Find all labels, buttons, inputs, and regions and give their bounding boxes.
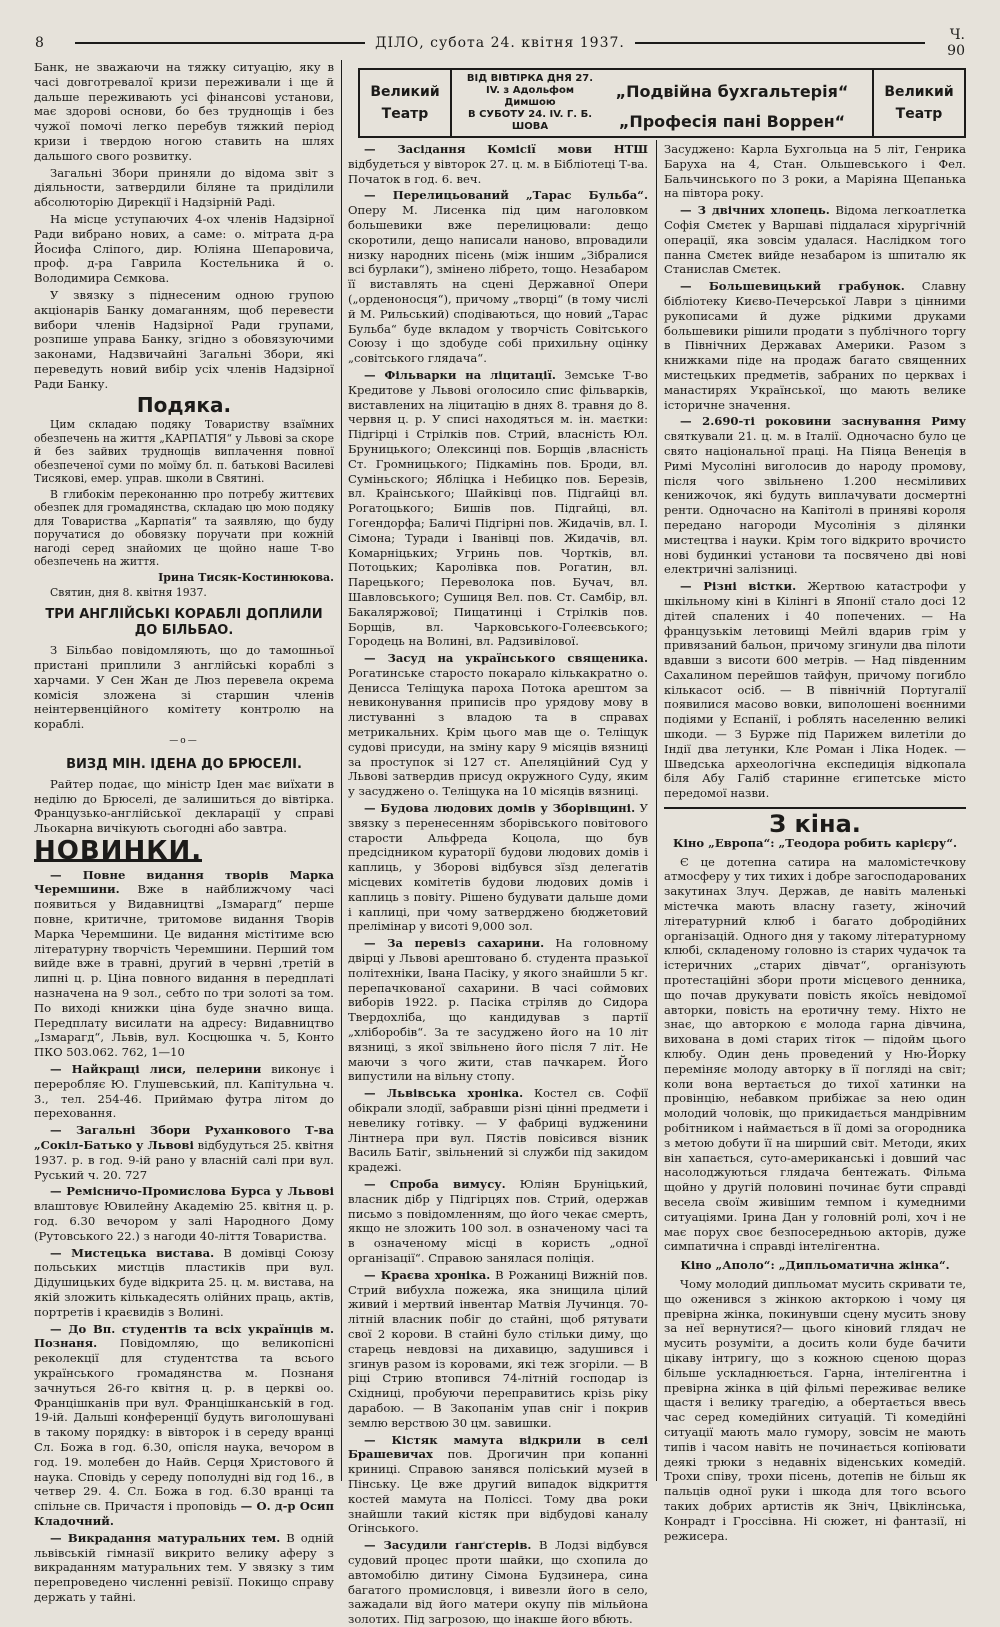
news-text: Славну бібліотеку Києво-Печерської Лаври з цінними рукописами й дуже рідкими друками большевики рішили продати з публічного торгу в Північних Державах Америки. Разом з книжками піде на продаж багато священних мистецьких предметів, забраних по церквах і манастирях Української, що мають велике історичне значення. [664,279,967,412]
news-item [34,1184,334,1243]
news-lead: — Загальні Збори Руханкового Т-ва „Сокіл-Батько у Львові [34,1123,334,1153]
news-item [34,1531,334,1605]
ships-headline: ТРИ АНГЛІЙСЬКІ КОРАБЛІ ДОПЛИЛИ ДО БІЛЬБАО. [45,607,323,639]
program-row [460,73,864,109]
thanks-place-date: Святин, дня 8. квітня 1937. [50,585,207,599]
news-item [348,1177,648,1266]
separator: —о— [169,735,199,746]
news-lead: — Повне видання творів Марка Черемшини. [34,867,334,897]
play-title: „Професія пані Воррен“ [618,111,846,131]
news-text: Вже в найближчому часі появиться у Видавництві „Ізмарагд“ перше повне, критичне, тритомове видання Творів Марка Черемшини. Це видання містітиме всю літературну творчість Черемшини. Перший том вийде вже в травні, другий в червні ,третій в липні ц. р. Ціна повного видання в передплаті назначена на 9 зол., себто по три золоті за том. По виході книжки ціна буде значно вища. Передплату висилати на адресу: Видавництво „Ізмарагд“, Львів, вул. Косцюшка ч. 5, Конто ПКО 503.062. [34,882,335,1060]
news-item [348,801,648,934]
news-lead: — Викрадання матуральних тем. [50,1530,281,1545]
news-lead: — Засудили ґанґстерів. [364,1538,532,1553]
news-lead: — Засідання Комісії мови НТШ [364,142,648,156]
news-text: святкували 21. ц. м. в Італії. Одночасно було це свято національної праці. На Піяца Венеція в Римі Мусоліні виголосив до народу промову, після чого звільнено 1.200 несміливих кенижочок, які будуть виплачувати досмертні ренти. Одночасно на Капітолі в приняві короля передано нагороди Мусолінія з ділянки мистецтва і науки. Крім того відкрито врочисто нові будинкиі установи та посвячено дві нові електричні залізниці. [664,429,966,577]
news-item [348,188,648,366]
news-item [34,1322,334,1529]
news-text: Оперу М. Лисенка під цим наголовком большевики вже перелицювали: дещо скоротили, дещо написали наново, впровадили низку народних пісень (між іншим „Зібралися всі бурлаки“), змінено лібрето, тощо. Незабаром її виставлять на сцені Державної Опери („орденоносця“), причому „творці“ (в тому числі й М. Рильський) сподіваються, що новий „Тарас Бульба“ буде вкладом у творчість Совітського Союзу і що здобуде собі прихильну оцінку „совітського глядача“. [348,203,648,366]
news-item [348,1268,648,1431]
column-divider [656,140,657,1481]
theatre-name: Театр [381,106,429,122]
news-text: відбудеться у вівторок 27. ц. м. в Бібліотеці Т-ва. Початок в год. 6. веч. [348,156,648,186]
news-item [664,414,966,577]
news-item [34,1062,334,1121]
news-lead: — Мистецька вистава. [50,1245,215,1260]
news-lead: — Перелицьований „Тарас Бульба“. [364,188,648,203]
theatre-ad-right [872,70,964,136]
film-review-text: Є це дотепна сатира на маломістечкову атмосферу у тих тихих і добре загосподарованих закутинах Злуч. Держав, де навіть маленькі містечка мають власну газету, жіночий літературний клюб і багато добродійних організацій. Одного дня у такому літературному клюбі, складеному головно із старих чудачок та істеричних „старих дівчат“, організують протестаційні збори проти місцевого денника, що почав друкувати повість якоїсь невідомої авторки, повість на еротичну тему. Ніхто не знає, що авторкою є молода гарна дівчина, вихована в домі старих тіток — підойм цього клюбу. Один день проведений у Ню-Йорку переміняє молоду авторку в її погляді на світ; коли вона вертається до тихої хатинки на провінцію, небавком прибіжає за нею один молодий чоловік, що прикидається мандрівним робітником і наймається в її домі за огородника з метою добути її на ширший світ. Методи, яких він хапається, суто-американські і довший час насолоджуються глядача бентежать. Фільма щойно у другій половині починає бути справді весела своїм живішим темпом і кумедними ситуаціями. Ірина Дан у головній ролі, хоч і не має порух своє безпосередньою акторів, дуже симпатична і справді інтелігентна. [664,854,966,1254]
play-title: „Подвійна бухгальтерія“ [615,81,849,101]
ad-code: 762, 1—10 [121,1045,185,1060]
news-text: Рогатинське старосто покарало кількакратно о. Денисса Теліщука пароха Потока арештом за невиконування приписів про урядову мову в листуванні з владою та в справах метрикальних. Крім цього мав ще о. Теліщук судові присуди, на зміну кару 9 місяців вязниці за проступок зі 127 ст. Апеляційний Суд у Львові затвердив присуд окружного Суду, яким у засуджено о. Теліщука на 10 місяців вязниці. [348,665,648,799]
news-item [664,579,966,801]
news-item [348,1433,648,1537]
news-item [664,279,966,412]
column-1 [34,60,335,1604]
news-item [34,1123,334,1182]
news-text: пов. Дрогичин при копанні криниці. Справою занявся поліський музей в Пінську. Це вже другий випадок відкриття костей мамута на Поліссі. Тому два роки знайшли такий кістяк при відбудові каналу Огінського. [348,1447,648,1536]
film-review-title: Кіно „Европа“: „Теодора робить карієру“. [672,835,958,850]
header-rule-right [635,42,925,44]
theatre-name: Великий [370,84,440,100]
program-date: В СУБОТУ 24. IV. Г. Б. ШОВА [467,109,592,132]
article-paragraph: З Більбао повідомляють, що до тамошньої пристані приплили 3 англійські кораблі з харчами. У Сен Жан де Люз перевела окрема комісія зложена зі старшин членів неінтервенційного комітету контролю на кораблі. [34,643,334,732]
news-text: Повідомляю, що великопісні реколекції для студентства та всього українського громадянства м. Познаня зачнуться 26-го квітня ц. р. в церкві оо. Францішканів при вул. Францішканській в год. 19-ій. Дальші конференції будуть виголошувані в такому порядку: в вівторок і в середу вранці Сл. Божа в год. 6.30, опісля наука, вечором в год. 19. молебен до Найв. Серця Христового й наука. Сповідь у середу пополудні від год 16., в четвер 29. 4. Сл. Божа в год. 6.30 вранці та спільне св. Причастя і проповідь [34,1336,335,1514]
issue-number: Ч. 90 [947,27,965,59]
news-lead: — Львівська хроніка. [364,1086,524,1101]
header-rule-left [75,42,365,44]
film-review-text: Чому молодий дипльомат мусить скривати те, що оженився з жінкою акторкою і чому ця превірна жінка, покинувши сцену мусить знову за неї вернутися?— цього кіновий глядач не мусить розуміти, а досить коли буде бачити цікаву інтригу, що з кожною сценою щораз більше ускладнюється. Гарна, інтелігентна і превірна жінка в цій фільмі переживає велике щастя і велику трагедію, а обертається ввесь час серед комедійних ситуацій. Ті комедійні ситуації мають мало гумору, зовсім не мають типів і часом навіть не починається копіювати деякі трюки з недавніх віденських комедій. Трохи співу, трохи пісень, дотепів не більш як пальців одної руки і шкода для того всього таких добрих артистів як Зніч, Цвіклінська, Конрадт і Гроссівна. Ні сюжет, ні фантазії, ні режисера. [664,1276,966,1543]
theatre-name: Великий [884,84,954,100]
article-paragraph: Загальні Збори приняли до відома звіт з діяльности, затвердили біляне та приділили абсолюторію Дирекції і Надзірній Раді. [34,165,334,210]
news-signature: — О. д-р Осип Кладочний. [34,1499,334,1528]
film-review-title: Кіно „Аполо“: „Дипльоматична жінка“. [680,1258,950,1273]
article-paragraph: На місце уступаючих 4-ох членів Надзірної Ради вибрано нових, а саме: о. мітрата д-ра Йосифа Сліпого, дир. Юліяна Шепаровича, проф. д-ра Гаврила Костельника й о. Володимира Сємкова. [34,211,334,286]
thanks-paragraph: Цим складаю подяку Товариству взаїмних обезпечень на життя „КАРПАТІЯ“ у Львові за скоре й без зайвих труднощів виплачення повної обезпеченої суми по моїму бл. п. батькові Василеві Тисякові, емер. управ. школи в Святині. [34,418,334,486]
news-item [34,868,334,1060]
program-row [460,109,864,133]
news-text: відбудуться 25. квітня 1937. р. в год. 9-ій рано у власній салі при вул. Руський ч. 20. [34,1138,334,1182]
ad-code: 727 [124,1167,148,1182]
news-lead: — З двічних хлопець. [680,203,830,218]
news-text: Засуджено: Карла Бухгольца на 5 літ, Генрика Баруха на 4, Стан. Ольшевського і Фел. Бальчинського по 3 роки, а Маріяна Щепанька на півтора року. [664,142,966,201]
news-lead: — Різні вістки. [680,579,797,594]
thanks-title: Подяка. [136,392,232,417]
cinema-section-title: З кіна. [769,810,861,839]
news-lead: — Засуд на українського священика. [364,651,648,666]
news-text: Відома легкоатлетка Софія Смєтек у Варшаві піддалася хірургічній операції, яка зовсім удалася. Наслідком того панна Смєтек вийде незабаром із шпиталю як Станислав Смєтек. [664,203,966,277]
eden-headline: ВИЗД МІН. ІДЕНА ДО БРЮСЕЛІ. [66,756,302,772]
news-section-title: НОВИНКИ. [34,835,203,866]
news-text: На головному двірці у Львові арештовано б. студента празької політехніки, Івана Пасіку, у якого знайшли 5 кг. перепачкованої сахарини. В часі соймових виборів 1922. р. Пасіка стріляв до Сидора Твердохліба, що кандидував з партії „хліборобів“. За те засуджено його на 10 літ вязниці, з якої звільнено його після 7 літ. Не маючи з чого жити, став пачкарем. Його випустили на вільну стопу. [348,936,649,1084]
article-paragraph: Банк, не зважаючи на тяжку ситуацію, яку в часі довготревалої кризи переживали і ще й дальше переживають усі фінансові установи, має здорові основи, бо без труднощів і без чужої помочі легко перебув тяжкий період кризи і твердою ногою ставить на шлях дальшого свого розвитку. [34,60,334,163]
thanks-signature: Ірина Тисяк-Костинюкова. [158,570,334,584]
column-divider [341,60,342,1481]
page-number: 8 [35,35,44,51]
news-text: В домівці Союзу польських мистців пластиків при вул. Дідушицьких буде відкрита 25. ц. м. вистава, на якій зложить кількадесять олійних праць, актів, портретів і краєвидів з Волині. [34,1245,334,1319]
masthead-title: ДІЛО, субота 24. квітня 1937. [375,35,625,51]
news-item [348,142,648,186]
news-item [348,651,648,799]
program-date: ВІД ВІВТІРКА ДНЯ 27. IV. з Адольфом Димшою [466,73,594,108]
news-text: Костел св. Софії обікрали злодії, забравши різні цінні предмети і невелику готівку. — У фабриці вудженини Лінтнера при вул. Пястів повісився візник Василь Батіг, звільнений зі служби під закидом крадежі. [348,1086,648,1175]
theatre-name: Театр [895,106,943,122]
news-text: У звязку з перенесенням зборівського повітового старости Альфреда Коцола, що був предсідником кураторії будови людових домів і каплиць, у Зборові відбувся зїзд делегатів місцевих комітетів будови людових домів і каплиць з повіту. Рішено будувати дальше доми і каплиці, при чому затверджено бюджетовий прелімінар у висоті 9,000 зол. [348,801,648,934]
news-lead: — Краєва хроніка. [364,1267,491,1282]
news-lead: — Найкращі лиси, пелерини [50,1062,262,1077]
news-lead: — Фільварки на ліцитації. [364,367,556,382]
news-lead: — До Вп. студентів та всіх українців м. Познаня. [34,1321,334,1351]
news-text: виконує і переробляє Ю. Глушевський, пл. Капітульна ч. 3., тел. 254-46. Приймаю футра літом до переховання. [34,1062,334,1121]
news-lead: — Большевицький грабунок. [680,279,905,294]
news-text: В одній львівській гімназії викрито велику аферу з викраданням матуральних тем. У звязку з тим перепроведено численні ревізії. Покищо справу держать у тайні. [34,1530,335,1604]
theatre-ad [358,68,966,138]
thanks-paragraph: В глибокім переконанню про потребу життєвих обезпек для громадянства, складаю цю мою подяку для Товариства „Карпатія“ та заявляю, що буду поручатися до обовязку поручати при кожній нагоді серед знайомих це щойно наше Т-во обезпечень на життя. [34,487,334,569]
news-lead: — 2.690-ті роковини заснування Риму [680,414,966,429]
news-item [348,1086,648,1175]
news-text: В Рожаниці Вижній пов. Стрий вибухла пожежа, яка знищила цілий живий і мертвий інвентар Матвія Лучинця. 70-літній власник побіг до стайні, щоб рятувати свої 2 корови. В стайні було стільки диму, що старець невдовзі на дихавицю, задушився і згинув разом із коровами, які теж згоріли. — В ріці Стрию втопився 74-літній господар із Східниці, пробуючи переправитись крізь ріку дарабою. — В Закопанім упав сніг і покрив землю верствою 30 цм. завишки. [348,1267,648,1430]
news-lead: — Будова людових домів у Зборівщині. [364,801,636,816]
news-item [664,203,966,277]
news-text: Юліян Бруніцький, власник дібр у Підгірцях пов. Стрий, одержав письмо з повідомленням, що його чекає смерть, якщо не зложить 100 зол. в означеному часі та в означеному місці в користь „одної організації“. Справою занялася поліція. [348,1176,648,1265]
column-2 [348,142,649,1627]
theatre-ad-program [452,70,872,136]
column-3 [664,142,967,1543]
article-paragraph: Райтер подає, що міністр Іден має виїхати в неділю до Брюселі, де залишиться до вівтірка. Французько-англійської декларації у справі Льокарна вичікують сьогодні або завтра. [34,776,334,836]
news-text: Жертвою катастрофи у шкільному кіні в Кілінгі в Японії стало досі 12 дітей спалених і 40 попечених. — На французькім летовищі Мейлі вдарив грім у привязаний бальон, причому згинули два пілоти вдавши з висоти 600 метрів. — Над південним Сахалином перейшов тайфун, причому погибло кількасот осіб. — В північній Португалії появилися масово вовки, виполошені воєнними подіями у Еспанії, і роблять населенню великі шкоди. — З Бурже під Парижем вилетіли до Індії два летунки, Клє Роман і Ліка Нодек. — Шведська археологічна експедиція відкопала біля Абу Галіб старинне єгипетське місто передомої назви. [664,579,966,801]
news-lead: — За перевіз сахарини. [364,936,545,951]
news-item [34,1246,334,1320]
news-lead: — Ремісничо-Промислова Бурса у Львові [50,1184,334,1199]
news-item [348,936,648,1084]
news-item [348,368,648,649]
page-header [35,27,965,59]
article-paragraph: У звязку з піднесеним одною групою акціонарів Банку домаганням, щоб перевести вибори членів Надзірної Ради групами, розпише управа Банку, згідно з обовязуючими законами, Надзвичайні Загальні Збори, які переведуть новий вибір усіх членів Надзірної Ради Банку. [34,287,334,391]
news-text: влаштовує Ювилейну Академію 25. квітня ц. р. год. 6.30 вечором у залі Народного Дому (Рутовського 22.) з нагоди 40-ліття Товариства. [34,1199,334,1243]
news-item [348,1538,648,1627]
news-text: Земське Т-во Кредитове у Львові оголосило спис фільварків, виставлених на ліцитацію в днях 8. травня до 8. червня ц. р. У списі находяться м. ін. маєтки: Підгірці і Стрілків пов. Стрий, власність Юл. Бруницького; Олексинці пов. Борщів ,власність Ст. Громницького; Підкамінь пов. Броди, вл. Суміньского; Ябліцка і Небицко пов. Березів, вл. Краінського; Шайківці пов. Підгайці вл. Рогатоцького; Бишів пов. Підгайці, вл. Гогендорфа; Баличі Підгірні пов. Жидачів, вл. І. Сімона; Туради і Іванівці пов. Жидачів, вл. Комарніцьких; Угринь пов. Чортків, вл. Потоцьких; Каролівка пов. Рогатин, вл. Парецького; Переволока пов. Бучач, вл. Шавловського; Сушиця Вел. пов. Ст. Самбір, вл. Бакаляржової; Пищатинці і Стрілків пов. Борщів, вл. Чарковського-Голеєвського; Городець на Волині, вл. Радзивілової. [348,367,648,649]
section-rule [664,807,966,809]
news-lead: — Спроба вимусу. [364,1176,506,1191]
news-text: В Лодзі відбувся судовий процес проти шайки, що схопила до автомобілю дитину Сімона Будзинера, сина багатого промисловця, і вивезли його в село, зажадали від його матери окупу пів мільйона золотих. Під загрозою, що інакше його вбють. [348,1538,649,1627]
news-lead: — Кістяк мамута відкрили в селі Брашевичах [348,1432,648,1462]
theatre-ad-left [360,70,452,136]
